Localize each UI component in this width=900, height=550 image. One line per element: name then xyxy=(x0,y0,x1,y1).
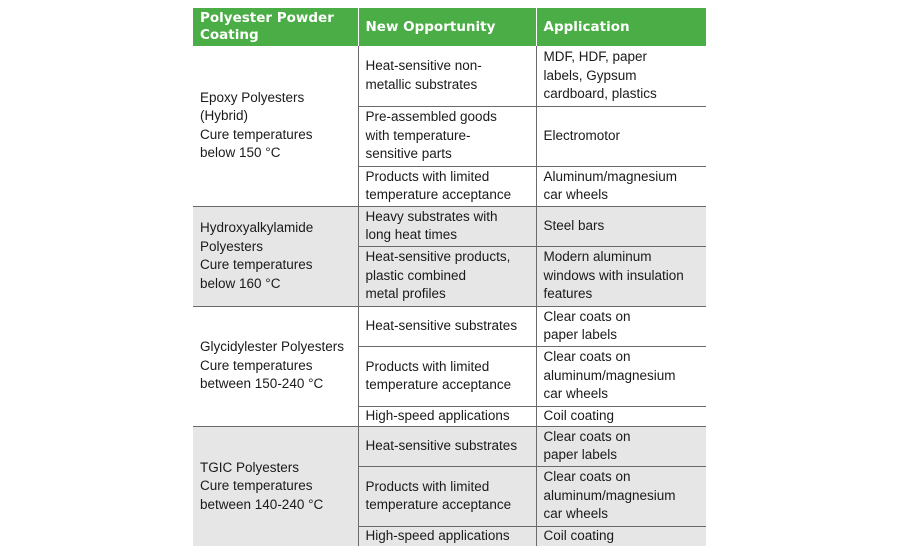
opportunity-line: Pre-assembled goods xyxy=(365,109,497,125)
opportunity-line: Products with limited xyxy=(365,358,490,374)
opportunity-line: Heavy substrates with xyxy=(365,208,498,224)
application-line: paper labels xyxy=(543,447,618,462)
table-row xyxy=(193,426,706,466)
table-row xyxy=(193,306,706,346)
application-line: car wheels xyxy=(543,506,609,522)
application-line: MDF, HDF, paper xyxy=(543,49,648,64)
table-header xyxy=(193,8,706,46)
application-cell xyxy=(536,406,706,426)
application-line: aluminum/magnesium xyxy=(543,367,676,383)
application-line: paper labels xyxy=(543,327,618,342)
coating-type-line: Epoxy Polyesters xyxy=(200,89,305,105)
table-row xyxy=(193,46,706,106)
coating-type-line: Cure temperatures xyxy=(200,257,313,272)
opportunity-line: Heat-sensitive substrates xyxy=(365,317,518,333)
opportunity-line: metallic substrates xyxy=(365,76,478,92)
opportunity-cell xyxy=(358,246,536,306)
opportunity-cell xyxy=(358,406,536,426)
coating-type-line: (Hybrid) xyxy=(200,108,249,124)
polyester-coating-table-container xyxy=(193,8,706,546)
table-body xyxy=(193,46,706,546)
coating-type-line: Cure temperatures xyxy=(200,357,313,373)
application-cell xyxy=(536,206,706,246)
opportunity-cell xyxy=(358,306,536,346)
application-line: Clear coats on xyxy=(543,469,631,485)
opportunity-line: with temperature- xyxy=(365,127,471,143)
opportunity-line: long heat times xyxy=(365,227,458,242)
coating-type-line: TGIC Polyesters xyxy=(200,459,300,475)
opportunity-line: High-speed applications xyxy=(365,528,510,543)
application-line: car wheels xyxy=(543,187,609,202)
application-cell xyxy=(536,106,706,166)
coating-type-line: Cure temperatures xyxy=(200,126,313,142)
opportunity-line: Heat-sensitive substrates xyxy=(365,437,518,453)
application-cell xyxy=(536,346,706,406)
application-line: cardboard, plastics xyxy=(543,86,657,101)
application-line: aluminum/magnesium xyxy=(543,487,676,503)
application-line: car wheels xyxy=(543,386,609,402)
header-application: Application xyxy=(536,8,706,46)
opportunity-line: Heat-sensitive products, xyxy=(365,249,511,265)
opportunity-cell xyxy=(358,166,536,206)
application-cell xyxy=(536,466,706,526)
application-line: Steel bars xyxy=(543,217,605,233)
application-line: Coil coating xyxy=(543,528,615,543)
application-line: Electromotor xyxy=(543,127,621,143)
opportunity-line: Products with limited xyxy=(365,478,490,494)
opportunity-cell xyxy=(358,346,536,406)
opportunity-line: temperature acceptance xyxy=(365,187,512,202)
opportunity-cell xyxy=(358,206,536,246)
application-cell xyxy=(536,166,706,206)
coating-type-line: Hydroxyalkylamide xyxy=(200,220,314,235)
polyester-coating-table xyxy=(193,8,706,546)
application-cell xyxy=(536,306,706,346)
opportunity-cell xyxy=(358,426,536,466)
coating-type-line: between 150-240 °C xyxy=(200,376,324,392)
application-line: Clear coats on xyxy=(543,428,631,444)
opportunity-line: Heat-sensitive non- xyxy=(365,58,482,74)
opportunity-line: High-speed applications xyxy=(365,407,510,423)
coating-type-cell xyxy=(193,206,358,306)
coating-type-line: Cure temperatures xyxy=(200,478,313,493)
header-powder-coating: Polyester Powder Coating xyxy=(193,8,358,46)
application-line: Coil coating xyxy=(543,407,615,423)
application-line: Aluminum/magnesium xyxy=(543,168,678,184)
application-line: Modern aluminum xyxy=(543,249,652,265)
opportunity-line: temperature acceptance xyxy=(365,497,512,512)
application-line: Clear coats on xyxy=(543,308,631,324)
opportunity-cell xyxy=(358,526,536,546)
coating-type-line: below 160 °C xyxy=(200,275,281,291)
opportunity-cell xyxy=(358,466,536,526)
application-cell xyxy=(536,46,706,106)
coating-type-line: below 150 °C xyxy=(200,145,281,161)
coating-type-cell xyxy=(193,46,358,206)
application-cell xyxy=(536,246,706,306)
table-row xyxy=(193,206,706,246)
opportunity-cell xyxy=(358,106,536,166)
opportunity-line: temperature acceptance xyxy=(365,377,512,392)
application-line: Clear coats on xyxy=(543,349,631,365)
application-line: features xyxy=(543,286,593,302)
application-cell xyxy=(536,526,706,546)
header-row xyxy=(193,8,706,46)
header-new-opportunity: New Opportunity xyxy=(358,8,536,46)
application-line: labels, Gypsum xyxy=(543,67,637,83)
coating-type-line: Glycidylester Polyesters xyxy=(200,339,345,355)
opportunity-line: metal profiles xyxy=(365,286,446,302)
coating-type-line: Polyesters xyxy=(200,238,264,254)
coating-type-cell xyxy=(193,306,358,426)
coating-type-line: between 140-240 °C xyxy=(200,496,324,512)
opportunity-line: plastic combined xyxy=(365,267,467,283)
coating-type-cell xyxy=(193,426,358,546)
application-cell xyxy=(536,426,706,466)
opportunity-cell xyxy=(358,46,536,106)
opportunity-line: Products with limited xyxy=(365,168,490,184)
opportunity-line: sensitive parts xyxy=(365,146,452,162)
application-line: windows with insulation xyxy=(543,267,684,283)
